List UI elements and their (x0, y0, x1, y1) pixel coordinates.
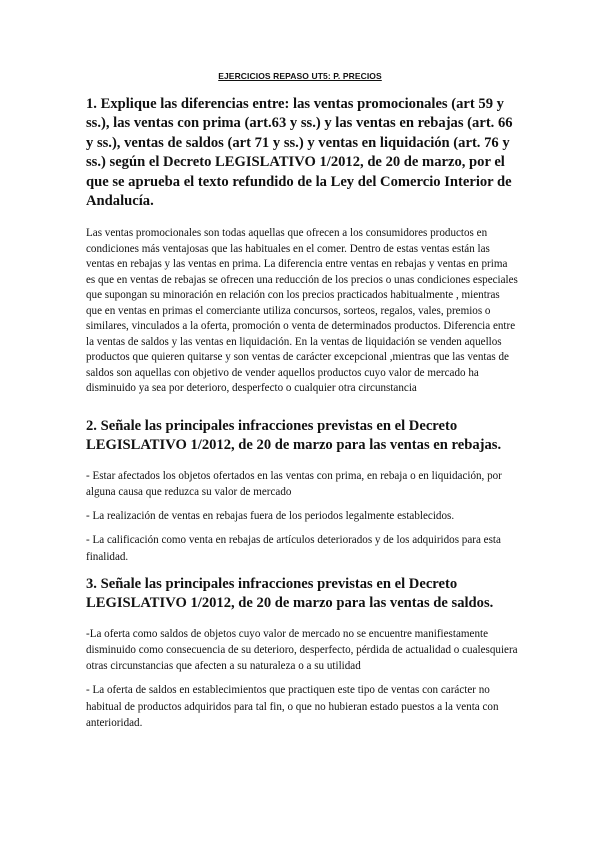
section-2-paragraph-3: - La calificación como venta en rebajas de artículos deteriorados y de los adquiridos para esta finalidad. (86, 534, 501, 563)
section-1-paragraph: Las ventas promocionales son todas aquellas que ofrecen a los consumidores productos en condiciones más ventajosas que las habituales en el comer. Dentro de estas ventas están las ventas en rebajas y las ventas en prima. La diferencia entre ventas en rebajas y ventas en prima es que en ventas de rebajas se ofrecen una reducción de los precios o unas condiciones especiales que supongan su minoración en relación con los precios practicados habitualmente , mientras que en ventas en primas el comerciante utiliza concursos, sorteos, regalos, vales, premios o similares, vinculados a la oferta, promoción o venta de determinados productos. Diferencia entre la ventas de saldos y las ventas en liquidación. En la ventas de liquidación se venden aquellos productos que quieren quitarse y son ventas de carácter excepcional ,mientras que las ventas de saldos son aquellas con objetivo de vender aquellos productos cuyo valor de mercado ha disminuido ya sea por deterioro, desperfecto o cualquier otra circunstancia (86, 227, 518, 394)
section-3 (86, 575, 518, 731)
section-2-paragraph-2: - La realización de ventas en rebajas fuera de los periodos legalmente establecidos. (86, 510, 455, 523)
section-1 (86, 95, 518, 396)
section-3-paragraph-2: - La oferta de saldos en establecimientos que practiquen este tipo de ventas con carácter no habitual de productos adquiridos para tal fin, o que no hubieran estado puestos a la venta con anterioridad. (86, 684, 499, 729)
section-1-heading: 1. Explique las diferencias entre: las ventas promocionales (art 59 y ss.), las ventas con prima (art.63 y ss.) y las ventas en rebajas (art. 66 y ss.), ventas de saldos (art 71 y ss.) y ventas en liquidación (art. 76 y ss.) según el Decreto LEGISLATIVO 1/2012, de 20 de marzo, por el que se aprueba el texto refundido de la Ley del Comercio Interior de Andalucía. (86, 96, 513, 210)
document-title: EJERCICIOS REPASO UT5: P. PRECIOS (218, 71, 382, 81)
section-2-heading: 2. Señale las principales infracciones previstas en el Decreto LEGISLATIVO 1/2012, de 20 de marzo para las ventas en rebajas. (86, 418, 502, 454)
section-2 (86, 417, 518, 565)
section-3-paragraph-1: -La oferta como saldos de objetos cuyo valor de mercado no se encuentre manifiestamente disminuido como consecuencia de su deterioro, desperfecto, pérdida de actualidad o cualesquiera otras circunstancias que afecten a su naturaleza o a su utilidad (86, 627, 518, 673)
section-3-heading: 3. Señale las principales infracciones previstas en el Decreto LEGISLATIVO 1/2012, de 20 de marzo para las ventas de saldos. (86, 576, 494, 612)
section-2-paragraph-1: - Estar afectados los objetos ofertados en las ventas con prima, en rebaja o en liquidación, por alguna causa que reduzca su valor de mercado (86, 469, 502, 499)
